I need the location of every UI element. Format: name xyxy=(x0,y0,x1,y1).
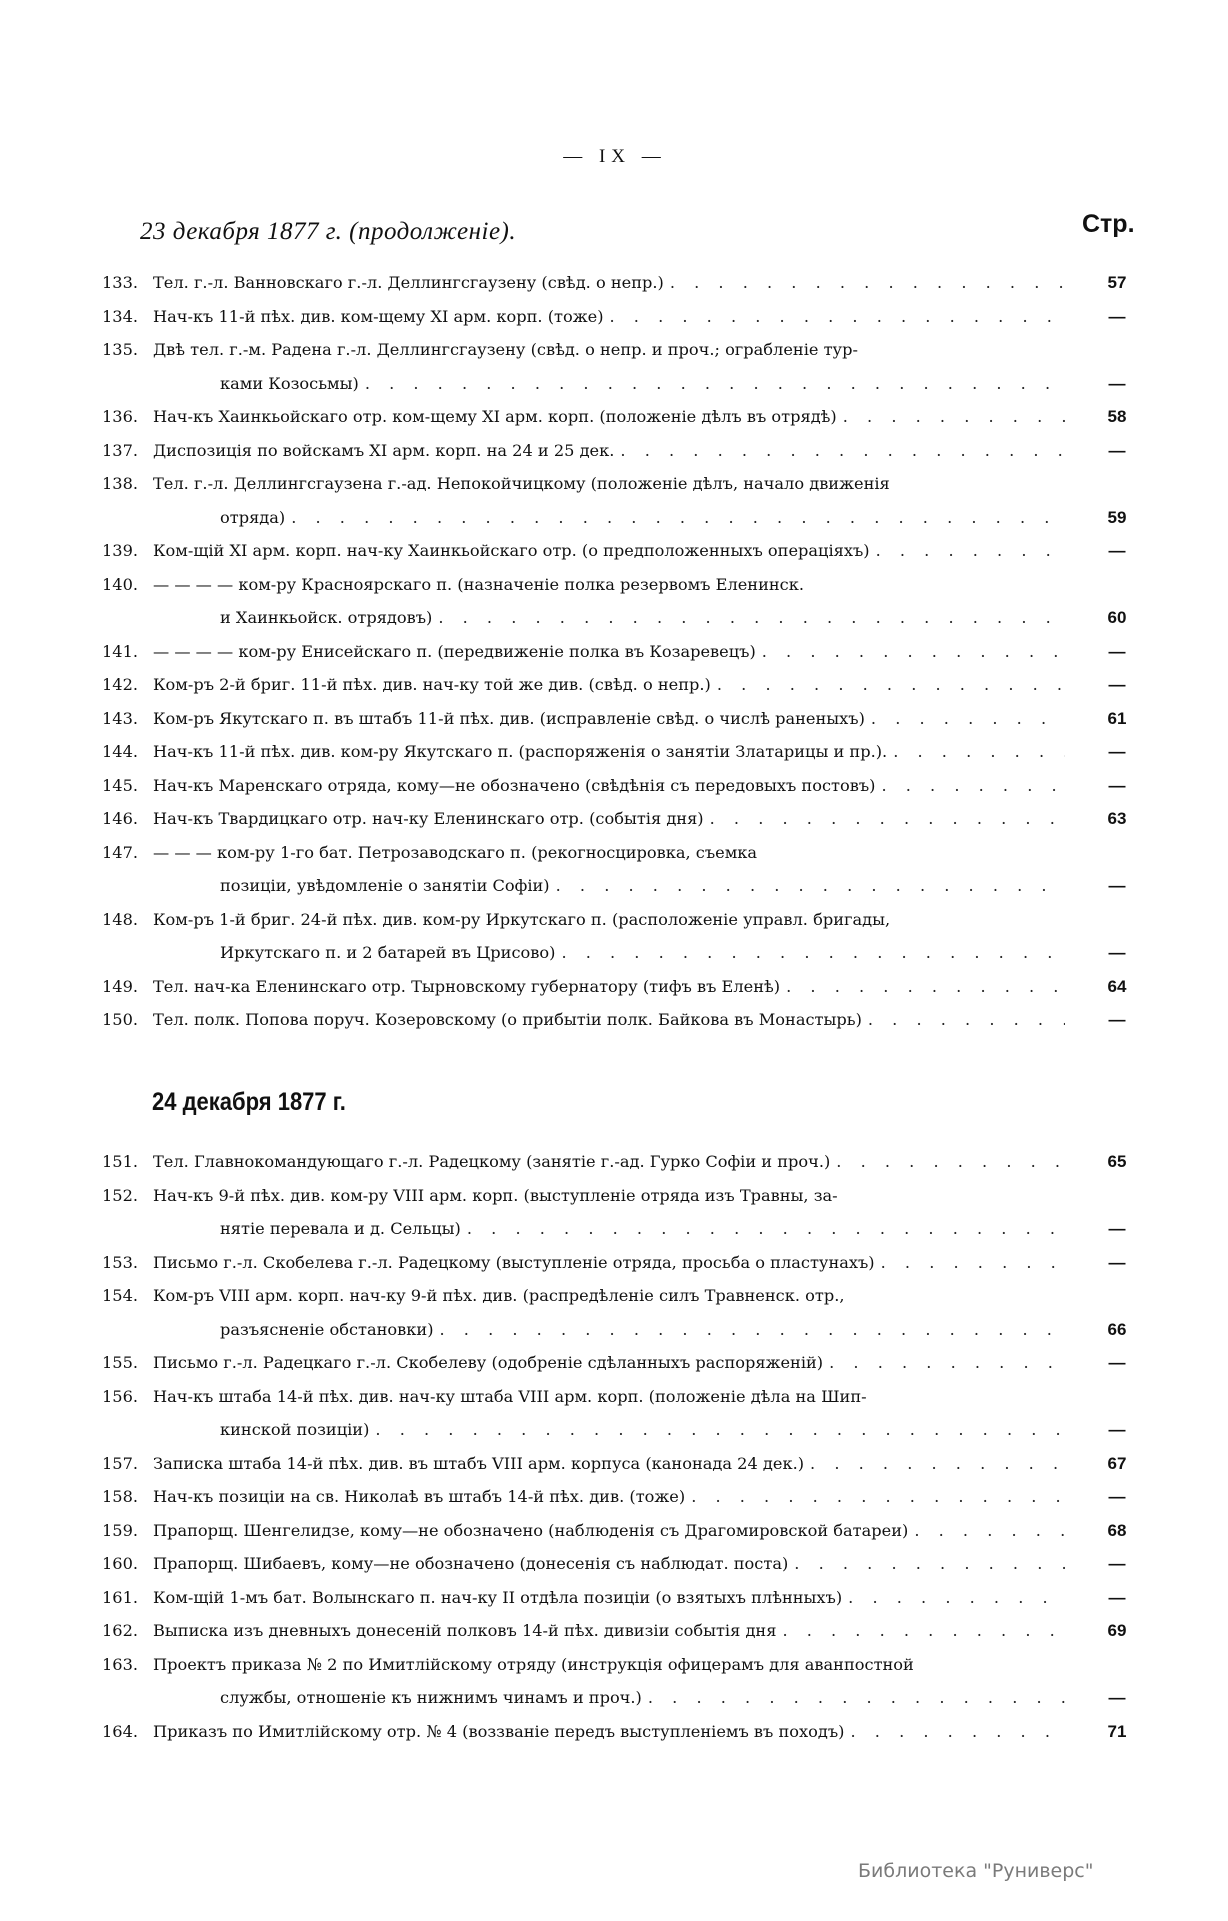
entry-number: 158. xyxy=(102,1487,139,1506)
entry-page-number: 58 xyxy=(1107,407,1127,426)
dot-leader xyxy=(871,702,1065,736)
dot-leader xyxy=(843,400,1065,434)
entry-text-wrap xyxy=(220,601,1065,635)
dot-leader xyxy=(794,1547,1065,1581)
entry-text: Нач-къ Твардицкаго отр. нач-ку Еленинскаго отр. (событія дня) xyxy=(153,809,704,828)
toc-section-dec-24 xyxy=(102,1145,1142,1748)
toc-entry-continuation xyxy=(102,869,1142,903)
entry-page-number: — xyxy=(1108,1010,1126,1029)
toc-entry xyxy=(102,568,1142,602)
entry-number: 136. xyxy=(102,407,139,426)
entry-text: позиціи, увѣдомленіе о занятіи Софіи) xyxy=(220,876,550,895)
entry-page-number: 59 xyxy=(1107,507,1127,527)
entry-text: Тел. г.-л. Ванновскаго г.-л. Деллингсгаузену (свѣд. о непр.) xyxy=(153,273,664,292)
section-title-dec-24: 24 декабря 1877 г. xyxy=(152,1088,346,1116)
entry-text-wrap xyxy=(153,1179,1065,1213)
entry-page-number: — xyxy=(1108,1252,1126,1272)
entry-text: — — — ком-ру 1-го бат. Петрозаводскаго п. (рекогносцировка, съемка xyxy=(153,842,758,862)
entry-text-wrap xyxy=(153,266,1065,300)
entry-text: Тел. нач-ка Еленинскаго отр. Тырновскому губернатору (тифъ въ Еленѣ) xyxy=(153,976,781,996)
entry-number: 146. xyxy=(102,809,139,828)
dot-leader xyxy=(561,936,1065,970)
dot-leader xyxy=(610,300,1065,334)
entry-text-wrap xyxy=(153,1145,1065,1179)
entry-number: 137. xyxy=(102,440,139,460)
entry-text-wrap xyxy=(153,1003,1065,1037)
entry-number: 157. xyxy=(102,1453,139,1473)
entry-text: отряда) xyxy=(220,507,286,527)
entry-text-wrap xyxy=(153,1547,1065,1581)
entry-text-wrap xyxy=(153,1514,1065,1548)
entry-text-wrap xyxy=(220,501,1065,535)
entry-text-wrap xyxy=(220,367,1065,401)
toc-entry xyxy=(102,1003,1142,1037)
page-column-header: Стр. xyxy=(1082,210,1135,238)
entry-text: Нач-къ штаба 14-й пѣх. див. нач-ку штаба VIII арм. корп. (положеніе дѣла на Шип- xyxy=(153,1386,867,1406)
entry-number: 148. xyxy=(102,909,139,929)
entry-text-wrap xyxy=(153,1648,1065,1682)
entry-text: — — — — ком-ру Енисейскаго п. (передвиженіе полка въ Козаревецъ) xyxy=(153,641,756,661)
entry-number: 135. xyxy=(102,340,139,359)
section-title-dec-23: 23 декабря 1877 г. (продолженіе). xyxy=(140,218,517,245)
dot-leader xyxy=(440,1313,1065,1347)
entry-page-number: — xyxy=(1108,306,1126,326)
dot-leader xyxy=(467,1212,1065,1246)
entry-text: разъясненіе обстановки) xyxy=(220,1319,434,1339)
dot-leader xyxy=(670,266,1065,300)
entry-text: Нач-къ 9-й пѣх. див. ком-ру VIII арм. корп. (выступленіе отряда изъ Травны, за- xyxy=(153,1185,838,1205)
toc-entry xyxy=(102,1480,1142,1514)
toc-entry xyxy=(102,1346,1142,1380)
page-folio: — IX — xyxy=(563,146,667,167)
dot-leader xyxy=(876,534,1065,568)
entry-page-number: — xyxy=(1108,876,1126,895)
entry-text-wrap xyxy=(220,869,1065,903)
toc-entry xyxy=(102,1715,1142,1749)
entry-text: Письмо г.-л. Скобелева г.-л. Радецкому (выступленіе отряда, просьба о пластунахъ) xyxy=(153,1252,875,1272)
entry-page-number: 69 xyxy=(1107,1621,1127,1640)
dot-leader xyxy=(556,869,1065,903)
entry-text-wrap xyxy=(153,1246,1065,1280)
entry-text-wrap xyxy=(220,936,1065,970)
entry-page-number: 61 xyxy=(1107,708,1127,728)
dot-leader xyxy=(762,635,1065,669)
entry-number: 161. xyxy=(102,1587,139,1607)
toc-entry xyxy=(102,769,1142,803)
dot-leader xyxy=(291,501,1065,535)
entry-number: 162. xyxy=(102,1621,139,1640)
toc-entry xyxy=(102,1614,1142,1648)
toc-entry xyxy=(102,1145,1142,1179)
entry-text: Ком-щій 1-мъ бат. Волынскаго п. нач-ку II отдѣла позиціи (о взятыхъ плѣнныхъ) xyxy=(153,1587,843,1607)
toc-entry xyxy=(102,1179,1142,1213)
entry-text: нятіе перевала и д. Сельцы) xyxy=(220,1219,461,1238)
entry-text: Ком-ръ 2-й бриг. 11-й пѣх. див. нач-ку той же див. (свѣд. о непр.) xyxy=(153,675,711,694)
entry-number: 149. xyxy=(102,976,139,996)
toc-entry-continuation xyxy=(102,936,1142,970)
entry-text-wrap xyxy=(153,1447,1065,1481)
entry-text: Прапорщ. Шенгелидзе, кому—не обозначено (наблюденія съ Драгомировской батареи) xyxy=(153,1520,909,1540)
dot-leader xyxy=(710,802,1065,836)
entry-text-wrap xyxy=(153,1279,1065,1313)
toc-entry xyxy=(102,1246,1142,1280)
entry-page-number: — xyxy=(1108,1420,1126,1439)
toc-entry-continuation xyxy=(102,601,1142,635)
entry-text-wrap xyxy=(153,970,1065,1004)
entry-number: 134. xyxy=(102,306,139,326)
toc-entry xyxy=(102,1279,1142,1313)
toc-entry xyxy=(102,668,1142,702)
entry-text-wrap xyxy=(220,1212,1065,1246)
toc-entry xyxy=(102,333,1142,367)
toc-entry-continuation xyxy=(102,1413,1142,1447)
entry-number: 151. xyxy=(102,1152,139,1171)
entry-text: Тел. полк. Попова поруч. Козеровскому (о прибытіи полк. Байкова въ Монастырь) xyxy=(153,1010,862,1029)
entry-text: Проектъ приказа № 2 по Имитлійскому отряду (инструкція офицерамъ для аванпостной xyxy=(153,1654,914,1674)
entry-number: 156. xyxy=(102,1386,139,1406)
dot-leader xyxy=(810,1447,1065,1481)
entry-text-wrap xyxy=(153,903,1065,937)
entry-text: Нач-къ 11-й пѣх. див. ком-ру Якутскаго п. (распоряженія о занятіи Златарицы и пр.). xyxy=(153,742,888,761)
entry-text: ками Козосьмы) xyxy=(220,373,359,393)
toc-entry-continuation xyxy=(102,1313,1142,1347)
entry-number: 147. xyxy=(102,842,139,862)
entry-text-wrap xyxy=(153,1715,1065,1749)
entry-page-number: 57 xyxy=(1107,273,1127,292)
entry-page-number: — xyxy=(1108,1487,1126,1506)
toc-entry xyxy=(102,836,1142,870)
toc-entry xyxy=(102,1380,1142,1414)
entry-text: Тел. Главнокомандующаго г.-л. Радецкому (занятіе г.-ад. Гурко Софіи и проч.) xyxy=(153,1152,831,1171)
dot-leader xyxy=(438,601,1065,635)
entry-page-number: — xyxy=(1108,1353,1126,1372)
entry-page-number: 66 xyxy=(1107,1319,1127,1339)
toc-entry-continuation xyxy=(102,1212,1142,1246)
dot-leader xyxy=(836,1145,1065,1179)
entry-page-number: — xyxy=(1108,943,1126,962)
dot-leader xyxy=(868,1003,1065,1037)
entry-number: 150. xyxy=(102,1010,139,1029)
toc-entry xyxy=(102,534,1142,568)
dot-leader xyxy=(893,735,1065,769)
toc-entry xyxy=(102,735,1142,769)
entry-text-wrap xyxy=(153,702,1065,736)
entry-text: Ком-ръ Якутскаго п. въ штабъ 11-й пѣх. див. (исправленіе свѣд. о числѣ раненыхъ) xyxy=(153,708,865,728)
entry-text-wrap xyxy=(153,534,1065,568)
entry-text-wrap xyxy=(153,568,1065,602)
entry-page-number: 64 xyxy=(1107,976,1127,996)
entry-text: Диспозиція по войскамъ XI арм. корп. на 24 и 25 дек. xyxy=(153,440,615,460)
dot-leader xyxy=(365,367,1065,401)
entry-page-number: 68 xyxy=(1107,1520,1127,1540)
entry-text-wrap xyxy=(153,300,1065,334)
entry-page-number: — xyxy=(1108,541,1126,560)
dot-leader xyxy=(782,1614,1065,1648)
entry-text: и Хаинкьойск. отрядовъ) xyxy=(220,608,433,627)
entry-text-wrap xyxy=(153,1581,1065,1615)
toc-entry-continuation xyxy=(102,501,1142,535)
entry-number: 142. xyxy=(102,675,139,694)
entry-page-number: — xyxy=(1108,675,1126,694)
toc-entry xyxy=(102,1581,1142,1615)
entry-page-number: — xyxy=(1108,1554,1126,1573)
entry-number: 163. xyxy=(102,1654,139,1674)
entry-text: Нач-къ позиціи на св. Николаѣ въ штабъ 14-й пѣх. див. (тоже) xyxy=(153,1487,686,1506)
entry-number: 144. xyxy=(102,742,139,761)
dot-leader xyxy=(375,1413,1065,1447)
toc-entry xyxy=(102,467,1142,501)
entry-text-wrap xyxy=(153,1346,1065,1380)
toc-section-dec-23 xyxy=(102,266,1142,1037)
entry-text: Нач-къ Хаинкьойскаго отр. ком-щему XI арм. корп. (положеніе дѣлъ въ отрядѣ) xyxy=(153,407,837,426)
entry-number: 155. xyxy=(102,1353,139,1372)
dot-leader xyxy=(848,1581,1065,1615)
entry-number: 138. xyxy=(102,474,139,493)
entry-page-number: — xyxy=(1108,1688,1126,1707)
dot-leader xyxy=(850,1715,1065,1749)
entry-text: Двѣ тел. г.-м. Радена г.-л. Деллингсгаузену (свѣд. о непр. и проч.; ограбленіе тур- xyxy=(153,340,858,359)
entry-number: 153. xyxy=(102,1252,139,1272)
entry-page-number: — xyxy=(1108,775,1126,795)
entry-text: Ком-ръ 1-й бриг. 24-й пѣх. див. ком-ру Иркутскаго п. (расположеніе управл. бригады, xyxy=(153,909,891,929)
entry-text-wrap xyxy=(153,769,1065,803)
dot-leader xyxy=(691,1480,1065,1514)
library-watermark: Библиотека "Руниверс" xyxy=(858,1860,1094,1882)
toc-entry xyxy=(102,400,1142,434)
entry-text-wrap xyxy=(153,635,1065,669)
entry-number: 139. xyxy=(102,541,139,560)
entry-text-wrap xyxy=(153,1380,1065,1414)
entry-number: 160. xyxy=(102,1554,139,1573)
entry-text-wrap xyxy=(153,802,1065,836)
entry-text: Нач-къ Маренскаго отряда, кому—не обозначено (свѣдѣнія съ передовыхъ постовъ) xyxy=(153,775,876,795)
entry-text: кинской позиціи) xyxy=(220,1420,370,1439)
entry-page-number: 67 xyxy=(1107,1453,1127,1473)
entry-number: 154. xyxy=(102,1286,139,1305)
toc-entry xyxy=(102,1547,1142,1581)
toc-entry xyxy=(102,1648,1142,1682)
entry-number: 143. xyxy=(102,708,139,728)
toc-entry xyxy=(102,903,1142,937)
entry-text: Записка штаба 14-й пѣх. див. въ штабъ VIII арм. корпуса (канонада 24 дек.) xyxy=(153,1453,805,1473)
entry-number: 140. xyxy=(102,574,139,594)
entry-number: 133. xyxy=(102,273,139,292)
entry-text-wrap xyxy=(220,1313,1065,1347)
toc-entry-continuation xyxy=(102,1681,1142,1715)
toc-entry-continuation xyxy=(102,367,1142,401)
entry-text: Прапорщ. Шибаевъ, кому—не обозначено (донесенія съ наблюдат. поста) xyxy=(153,1554,789,1573)
entry-page-number: — xyxy=(1108,373,1126,393)
dot-leader xyxy=(786,970,1065,1004)
entry-page-number: — xyxy=(1108,1219,1126,1238)
toc-entry xyxy=(102,970,1142,1004)
entry-text: Выписка изъ дневныхъ донесеній полковъ 14-й пѣх. дивизіи событія дня xyxy=(153,1621,777,1640)
entry-text-wrap xyxy=(220,1681,1065,1715)
entry-text-wrap xyxy=(220,1413,1065,1447)
entry-number: 141. xyxy=(102,641,139,661)
dot-leader xyxy=(914,1514,1065,1548)
dot-leader xyxy=(829,1346,1065,1380)
entry-page-number: — xyxy=(1108,440,1126,460)
entry-text: Тел. г.-л. Деллингсгаузена г.-ад. Непокойчицкому (положеніе дѣлъ, начало движенія xyxy=(153,474,890,493)
entry-page-number: — xyxy=(1108,742,1126,761)
entry-text-wrap xyxy=(153,333,1065,367)
dot-leader xyxy=(717,668,1065,702)
toc-entry xyxy=(102,266,1142,300)
entry-text: Ком-щій XI арм. корп. нач-ку Хаинкьойскаго отр. (о предположенныхъ операціяхъ) xyxy=(153,541,870,560)
entry-text: службы, отношеніе къ нижнимъ чинамъ и проч.) xyxy=(220,1688,642,1707)
entry-number: 145. xyxy=(102,775,139,795)
toc-entry xyxy=(102,434,1142,468)
toc-entry xyxy=(102,802,1142,836)
entry-text-wrap xyxy=(153,668,1065,702)
entry-page-number: 65 xyxy=(1107,1152,1127,1171)
entry-page-number: — xyxy=(1108,641,1126,661)
entry-text: Приказъ по Имитлійскому отр. № 4 (воззваніе передъ выступленіемъ въ походъ) xyxy=(153,1721,845,1741)
toc-entry xyxy=(102,635,1142,669)
toc-entry xyxy=(102,300,1142,334)
dot-leader xyxy=(881,769,1065,803)
entry-number: 159. xyxy=(102,1520,139,1540)
entry-number: 164. xyxy=(102,1721,139,1741)
toc-entry xyxy=(102,702,1142,736)
entry-page-number: — xyxy=(1108,1587,1126,1607)
entry-text-wrap xyxy=(153,434,1065,468)
entry-page-number: 60 xyxy=(1107,608,1127,627)
entry-text-wrap xyxy=(153,467,1065,501)
toc-entry xyxy=(102,1514,1142,1548)
entry-text-wrap xyxy=(153,735,1065,769)
entry-text: Ком-ръ VIII арм. корп. нач-ку 9-й пѣх. див. (распредѣленіе силъ Травненск. отр., xyxy=(153,1286,845,1305)
entry-text: Письмо г.-л. Радецкаго г.-л. Скобелеву (одобреніе сдѣланныхъ распоряженій) xyxy=(153,1353,824,1372)
dot-leader xyxy=(620,434,1065,468)
entry-page-number: 63 xyxy=(1107,809,1127,828)
dot-leader xyxy=(648,1681,1065,1715)
entry-text: Иркутскаго п. и 2 батарей въ Црисово) xyxy=(220,943,556,962)
dot-leader xyxy=(881,1246,1065,1280)
entry-text: — — — — ком-ру Красноярскаго п. (назначеніе полка резервомъ Еленинск. xyxy=(153,574,805,594)
entry-number: 152. xyxy=(102,1185,139,1205)
entry-page-number: 71 xyxy=(1107,1721,1127,1741)
entry-text-wrap xyxy=(153,836,1065,870)
entry-text-wrap xyxy=(153,400,1065,434)
toc-entry xyxy=(102,1447,1142,1481)
entry-text: Нач-къ 11-й пѣх. див. ком-щему XI арм. корп. (тоже) xyxy=(153,306,604,326)
entry-text-wrap xyxy=(153,1480,1065,1514)
entry-text-wrap xyxy=(153,1614,1065,1648)
